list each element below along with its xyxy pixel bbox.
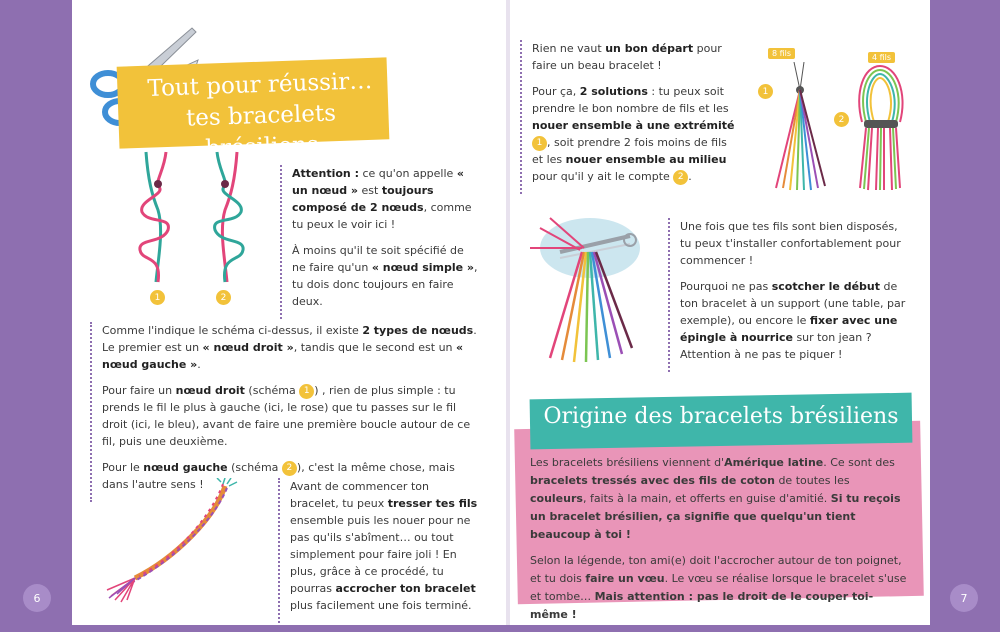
- text: À moins qu'il te soit spécifié de ne faire qu'un: [292, 244, 464, 274]
- text: .: [688, 170, 692, 183]
- attention-label: Attention :: [292, 167, 359, 180]
- text: bracelets tressés avec des fils de coton: [530, 474, 775, 487]
- attention-block: [280, 165, 480, 319]
- text: tresser tes fils: [387, 497, 478, 510]
- braid-illustration: [105, 478, 255, 603]
- text: nœud droit: [175, 384, 245, 397]
- text: nouer ensemble à une extrémité: [532, 119, 735, 132]
- knot-diagram-left: [195, 150, 255, 285]
- text: ), c'est la même chose, mais dans l'autre sens !: [102, 461, 455, 491]
- safety-pin-illustration: [520, 208, 660, 368]
- text: Pour faire un: [102, 384, 176, 397]
- install-block: [668, 218, 908, 372]
- text: ensemble puis les nouer pour ne pas qu'ils s'abîment… ou tout simplement pour faire joli ! En plus, grâce à ce procédé, tu pourras: [290, 514, 471, 595]
- book-spine: [506, 0, 510, 625]
- solution-badge-1: 1: [532, 136, 547, 151]
- knot-types-block: [90, 322, 480, 502]
- text: : tu peux soit prendre le bon nombre de fils et les: [532, 85, 729, 115]
- text: un bon départ: [605, 42, 694, 55]
- text: nœud gauche: [143, 461, 228, 474]
- origin-text: [530, 454, 908, 632]
- text: Pour le: [102, 461, 144, 474]
- text: , comme tu peux le voir ici !: [292, 201, 472, 231]
- text: Comme l'indique le schéma ci-dessus, il existe: [102, 324, 363, 337]
- thread-label-1: 1: [758, 84, 773, 99]
- text: , tu dois donc toujours en faire deux.: [292, 261, 478, 308]
- knot-label-2: 2: [216, 290, 231, 305]
- text: de ton bracelet à un support (une table, par exemple), ou encore le: [680, 280, 906, 327]
- text: sur ton jean ? Attention à ne pas te piquer !: [680, 331, 872, 361]
- knot-label-1: 1: [150, 290, 165, 305]
- text: , faits à la main, et offerts en guise d'amitié.: [582, 492, 831, 505]
- text: faire un vœu: [585, 572, 665, 585]
- schema-badge-1: 1: [299, 384, 314, 399]
- text: « nœud simple »: [371, 261, 475, 274]
- text: . Ce sont des: [823, 456, 895, 469]
- text: nouer ensemble au milieu: [565, 153, 727, 166]
- start-block: [520, 40, 740, 194]
- title-line-2: tes bracelets brésiliens: [185, 100, 337, 162]
- text: pour qu'il y ait le compte: [532, 170, 674, 183]
- text: « un nœud »: [292, 167, 464, 197]
- text: Si tu reçois un bracelet brésilien, ça signifie que quelqu'un tient beaucoup à toi !: [530, 492, 901, 541]
- threads-knotted-middle: [852, 62, 912, 192]
- text: (schéma: [227, 461, 282, 474]
- thread-tag-4: 4 fils: [868, 52, 895, 63]
- text: (schéma: [244, 384, 300, 397]
- text: Selon la légende, ton ami(e) doit l'accrocher autour de ton poignet, et tu dois: [530, 554, 902, 585]
- solution-badge-2: 2: [673, 170, 688, 185]
- text: . Le premier est un: [102, 324, 477, 354]
- text: accrocher ton bracelet: [335, 582, 476, 595]
- title-line-1: Tout pour réussir…: [147, 68, 373, 102]
- text: fixer avec une épingle à nourrice: [680, 314, 898, 344]
- text: scotcher le début: [771, 280, 881, 293]
- schema-badge-2: 2: [282, 461, 297, 476]
- text: couleurs: [530, 492, 583, 505]
- thread-label-2: 2: [834, 112, 849, 127]
- thread-tag-8: 8 fils: [768, 48, 795, 59]
- text: Avant de commencer ton bracelet, tu peux: [290, 480, 429, 510]
- threads-knotted-end: [770, 62, 830, 192]
- text: « nœud droit »: [202, 341, 294, 354]
- text: .: [197, 358, 201, 371]
- text: 2 solutions: [579, 85, 648, 98]
- text: est: [358, 184, 382, 197]
- braid-block: [278, 478, 478, 623]
- text: ce qu'on appelle: [358, 167, 457, 180]
- knot-diagram-right: [128, 150, 188, 285]
- page-number-right: 7: [950, 584, 978, 612]
- text: « nœud gauche »: [102, 341, 464, 371]
- text: 2 types de nœuds: [362, 324, 474, 337]
- text: Mais attention : pas le droit de le couper toi-même !: [530, 590, 874, 621]
- text: toujours composé de 2 nœuds: [292, 184, 434, 214]
- text: Pour ça,: [532, 85, 580, 98]
- text: Les bracelets brésiliens viennent d': [530, 456, 725, 469]
- text: plus facilement une fois terminé.: [290, 599, 472, 612]
- text: . Le vœu se réalise lorsque le bracelet s'use et tombe…: [530, 572, 907, 603]
- text: ) , rien de plus simple : tu prends le fil le plus à gauche (ici, le rose) que tu passes sur le fil droit (ici, le bleu), avant de faire une première boucle autour de ce fil, puis une deuxième.: [102, 384, 471, 448]
- origin-title: Origine des bracelets brésiliens: [543, 404, 899, 429]
- text: Amérique latine: [724, 456, 824, 469]
- text: Pourquoi ne pas: [680, 280, 772, 293]
- text: de toutes les: [774, 474, 850, 487]
- page-number-left: 6: [23, 584, 51, 612]
- text: , tandis que le second est un: [293, 341, 457, 354]
- install-intro: Une fois que tes fils sont bien disposés, tu peux t'installer confortablement pour commencer !: [680, 220, 901, 267]
- text: pour faire un beau bracelet !: [532, 42, 722, 72]
- text: Rien ne vaut: [532, 42, 606, 55]
- text: , soit prendre 2 fois moins de fils et les: [532, 136, 727, 166]
